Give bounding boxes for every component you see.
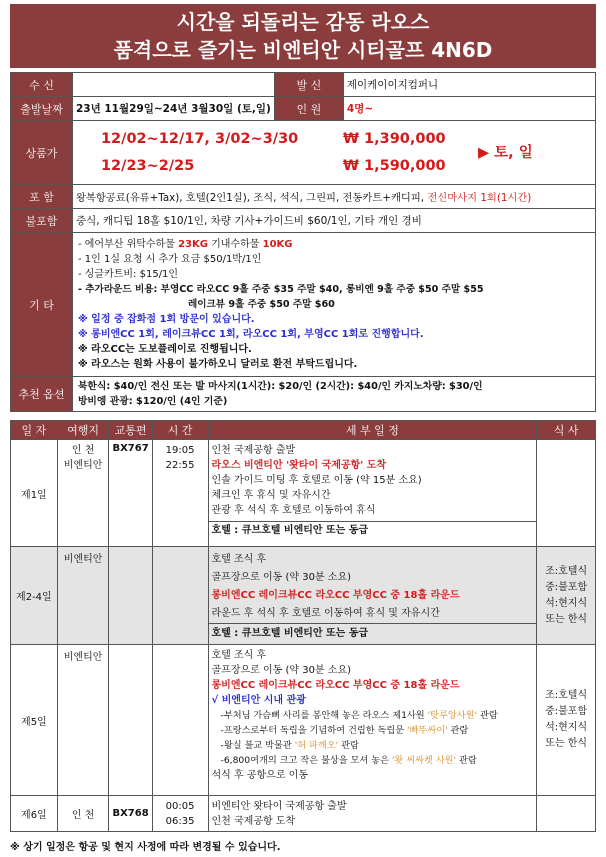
etc-note-4: ※ 라오스는 원화 사용이 불가하오니 달러로 환전 부탁드립니다. — [77, 359, 358, 370]
schedule-row-day5 — [11, 645, 596, 796]
depart-value: 23년 11월29일~24년 3월30일 (토,일) — [72, 97, 274, 121]
day2-detail — [208, 547, 537, 645]
tour4-tail: 관람 — [456, 755, 477, 766]
day1-place-2: 비엔티안 — [63, 460, 103, 471]
day1-line-4: 체크인 후 휴식 및 자유시간 — [211, 490, 331, 501]
header-day: 일 자 — [11, 421, 58, 440]
day2-meal — [537, 547, 596, 645]
option-line-2: 방비엥 관광: $120/인 (4인 기준) — [77, 396, 228, 407]
schedule-row-day1 — [11, 440, 596, 547]
day1-times — [152, 440, 208, 547]
title-line-1: 시간을 되돌리는 감동 라오스 — [176, 10, 430, 34]
tour3-name: '허 파깨오' — [294, 740, 339, 751]
day5-times — [152, 645, 208, 796]
day5-meal — [537, 645, 596, 796]
header-time: 시 간 — [152, 421, 208, 440]
schedule-table — [10, 420, 596, 832]
day2-line-2: 골프장으로 이동 (약 30분 소요) — [211, 572, 352, 583]
day2-meal-2: 중:불포함 — [545, 581, 588, 593]
day1-line-5: 관광 후 석식 후 호텔로 이동하여 휴식 — [211, 505, 376, 516]
day6-meal — [537, 796, 596, 832]
day6-time-1: 00:05 — [165, 800, 195, 812]
include-value — [72, 185, 595, 209]
info-table — [10, 72, 596, 412]
day5-meal-1: 조:호텔식 — [545, 690, 588, 701]
people-value: 4명~ — [343, 97, 595, 121]
day1-place-1: 인 천 — [71, 445, 95, 456]
header-meal: 식 사 — [537, 421, 596, 440]
etc-label: 기 타 — [11, 233, 73, 377]
header-detail: 세 부 일 정 — [208, 421, 537, 440]
day5-label: 제5일 — [11, 645, 58, 796]
tour3-text: -왕실 불교 박물관 — [220, 740, 295, 751]
day1-label: 제1일 — [11, 440, 58, 547]
day2-label: 제2-4일 — [11, 547, 58, 645]
etc-notes — [72, 233, 595, 377]
price-period-2: 12/23~2/25 — [100, 158, 195, 174]
price-days: ▶ 토, 일 — [477, 145, 533, 161]
day5-line-3: 롱비엔CC 레이크뷰CC 라오CC 부영CC 중 18홀 라운드 — [211, 680, 460, 691]
day5-line-1: 호텔 조식 후 — [211, 650, 267, 661]
tour1-tail: 관람 — [477, 710, 498, 721]
price-period-1: 12/02~12/17, 3/02~3/30 — [100, 131, 299, 147]
baggage-d: 10KG — [262, 239, 293, 250]
sender-value: 제이케이이지컴퍼니 — [343, 73, 595, 97]
day1-time-2: 22:55 — [165, 460, 195, 471]
day1-meal — [537, 440, 596, 547]
tour4-text: -6,800여개의 크고 작은 불상을 모셔 놓은 — [220, 755, 392, 766]
etc-line-4: - 추가라운드 비용: 부영CC 라오CC 9홀 주중 $35 주말 $40, 롱비엔 9홀 주중 $50 주말 $55 — [77, 284, 484, 295]
day5-tour-2 — [209, 723, 537, 738]
title-banner — [10, 4, 596, 68]
include-highlight: 전신마사지 1회(1시간) — [427, 192, 532, 204]
recipient-value — [72, 73, 274, 97]
day5-tour-3 — [209, 738, 537, 753]
day5-meal-2: 중:불포함 — [545, 706, 588, 717]
price-cell — [72, 121, 595, 185]
day5-meal-3: 석:현지식 — [545, 722, 588, 733]
day5-flight — [109, 645, 152, 796]
baggage-b: 23KG — [178, 239, 208, 250]
day5-last: 석식 후 공항으로 이동 — [211, 770, 308, 781]
option-label: 추천 옵션 — [11, 377, 73, 412]
day2-hotel: 호텔 : 큐브호텔 비엔티안 또는 동급 — [209, 623, 537, 643]
option-value — [72, 377, 595, 412]
etc-note-1: ※ 일정 중 잡화점 1회 방문이 있습니다. — [77, 314, 255, 325]
etc-line-5: 레이크뷰 9홀 주중 $50 주말 $60 — [187, 299, 335, 310]
day6-times — [152, 796, 208, 832]
option-line-1: 북한식: $40/인 전신 또는 발 마사지(1시간): $20/인 (2시간): $40/인 카지노차량: $30/인 — [77, 381, 483, 392]
day6-line-2: 인천 국제공항 도착 — [211, 815, 296, 827]
day1-detail — [208, 440, 537, 547]
day5-line-2: 골프장으로 이동 (약 30분 소요) — [211, 665, 352, 676]
people-label: 인 원 — [274, 97, 343, 121]
day5-detail — [208, 645, 537, 796]
include-label: 포 함 — [11, 185, 73, 209]
footer-note: ※ 상기 일정은 항공 및 현지 사정에 따라 변경될 수 있습니다. — [10, 842, 281, 853]
exclude-value: 중식, 캐디팁 18홀 $10/1인, 차량 기사+가이드비 $60/1인, 기타 개인 경비 — [72, 209, 595, 233]
header-transport: 교통편 — [109, 421, 152, 440]
etc-note-2: ※ 롱비엔CC 1회, 레이크뷰CC 1회, 라오CC 1회, 부영CC 1회로 진행합니다. — [77, 329, 424, 340]
tour2-name: '빠뚜싸이' — [407, 725, 448, 736]
day6-flight: BX768 — [109, 796, 152, 832]
day2-meal-4: 또는 한식 — [545, 613, 588, 625]
etc-line-2: - 1인 1실 요청 시 추가 요금 $50/1박/1인 — [77, 254, 262, 265]
day1-line-2: 라오스 비엔티안 '왓타이 국제공항' 도착 — [211, 460, 387, 471]
recipient-label: 수 신 — [11, 73, 73, 97]
schedule-row-day2 — [11, 547, 596, 645]
day2-line-3: 롱비엔CC 레이크뷰CC 라오CC 부영CC 중 18홀 라운드 — [211, 590, 460, 601]
day5-place: 비엔티안 — [57, 645, 109, 796]
day1-line-3: 인솔 가이드 미팅 후 호텔로 이동 (약 15분 소요) — [211, 475, 422, 486]
baggage-c: 기내수하물 — [207, 239, 263, 250]
day2-meal-3: 석:현지식 — [545, 597, 588, 609]
depart-label: 출발날짜 — [11, 97, 73, 121]
include-text: 왕복항공료(유류+Tax), 호텔(2인1실), 조식, 석식, 그린피, 전동카트+캐디피, — [75, 192, 428, 204]
tour1-name: '탓루앙사원' — [427, 710, 478, 721]
day2-times — [152, 547, 208, 645]
sender-label: 발 신 — [274, 73, 343, 97]
day6-time-2: 06:35 — [165, 815, 195, 827]
day5-line-4: √ 비엔티안 시내 관광 — [211, 695, 306, 706]
schedule-row-day6 — [11, 796, 596, 832]
price-amount-2: ₩ 1,590,000 — [342, 158, 446, 174]
day1-flight: BX767 — [109, 440, 152, 547]
tour2-text: -프랑스로부터 독립을 기념하여 건립한 독립문 — [220, 725, 408, 736]
day2-line-1: 호텔 조식 후 — [211, 554, 267, 565]
header-place: 여행지 — [57, 421, 109, 440]
baggage-line — [78, 237, 590, 252]
day2-meal-1: 조:호텔식 — [545, 565, 588, 577]
baggage-a: - 에어부산 위탁수하물 — [77, 239, 179, 250]
day5-tour-4 — [209, 753, 537, 768]
day1-hotel: 호텔 : 큐브호텔 비엔티안 또는 동급 — [209, 521, 537, 540]
exclude-label: 불포함 — [11, 209, 73, 233]
day1-time-1: 19:05 — [165, 445, 195, 456]
day6-label: 제6일 — [11, 796, 58, 832]
day5-meal-4: 또는 한식 — [545, 738, 588, 749]
day6-line-1: 비엔티안 왓타이 국제공항 출발 — [211, 800, 347, 812]
day5-tour-1 — [209, 708, 537, 723]
etc-line-3: - 싱글카트비: $15/1인 — [77, 269, 179, 280]
etc-note-3: ※ 라오CC는 도보플레이로 진행됩니다. — [77, 344, 252, 355]
day2-flight — [109, 547, 152, 645]
day1-line-1: 인천 국제공항 출발 — [211, 445, 296, 456]
price-label: 상품가 — [11, 121, 73, 185]
day6-place: 인 천 — [57, 796, 109, 832]
day1-place — [57, 440, 109, 547]
day2-line-4: 라운드 후 석식 후 호텔로 이동하여 휴식 및 자유시간 — [211, 608, 440, 619]
tour3-tail: 관람 — [338, 740, 359, 751]
tour1-text: -부처님 가슴뼈 사리를 봉안해 놓은 라오스 제1사원 — [220, 710, 428, 721]
day2-place: 비엔티안 — [57, 547, 109, 645]
tour2-tail: 관람 — [447, 725, 469, 736]
tour4-name: '왓 씨싸켓 사원' — [391, 755, 457, 766]
price-amount-1: ₩ 1,390,000 — [342, 131, 446, 147]
title-line-2: 품격으로 즐기는 비엔티안 시티골프 4N6D — [113, 38, 493, 62]
day6-detail — [208, 796, 537, 832]
